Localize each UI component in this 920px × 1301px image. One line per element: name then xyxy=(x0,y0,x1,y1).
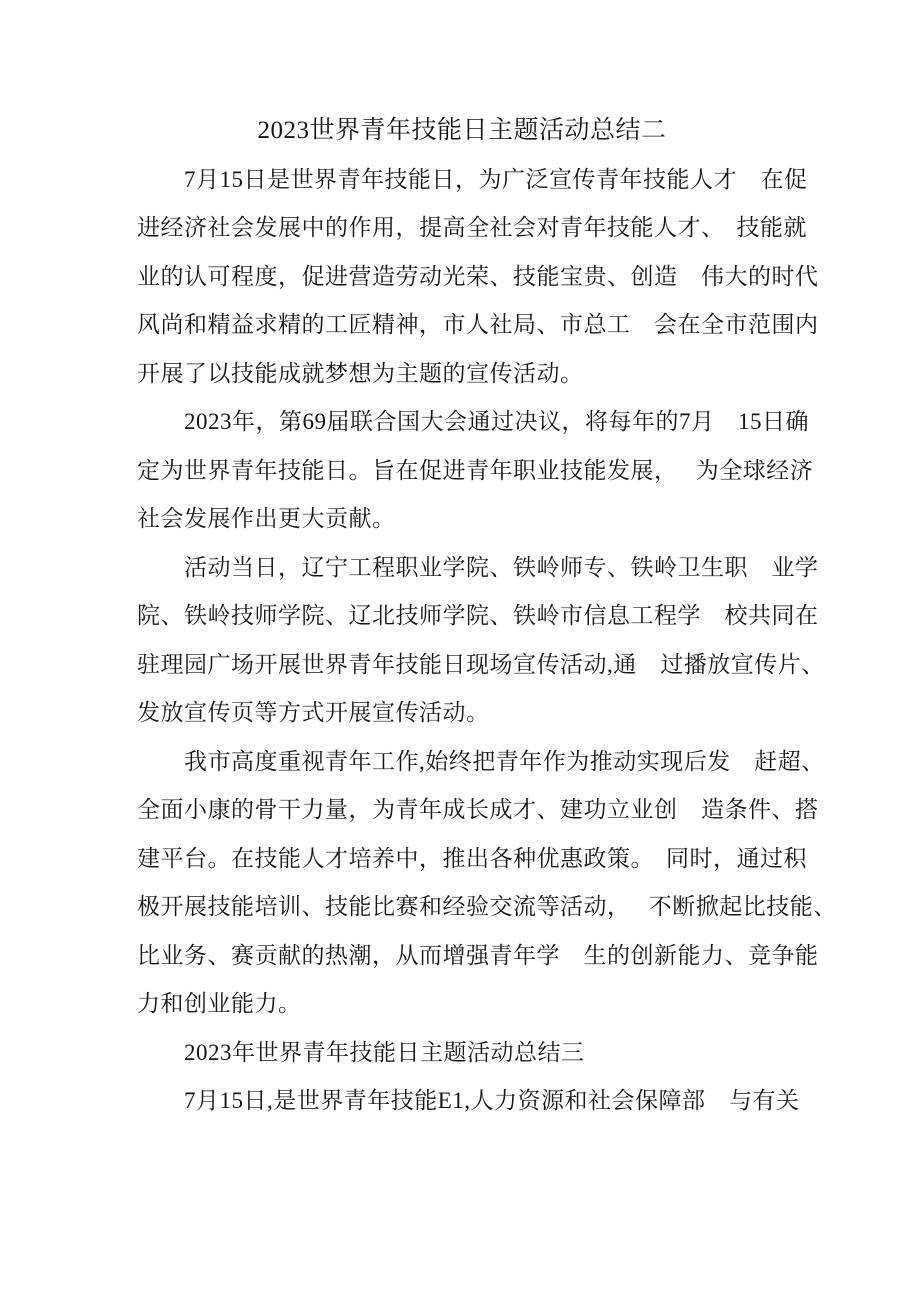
document-title: 2023世界青年技能日主题活动总结二 xyxy=(257,117,667,144)
text-line: 活动当日，辽宁工程职业学院、铁岭师专、铁岭卫生职 业学 xyxy=(184,554,819,580)
text-line: 业的认可程度，促进营造劳动光荣、技能宝贵、创造 伟大的时代 xyxy=(137,263,819,289)
text-line: 7月15日,是世界青年技能E1,人力资源和社会保障部 与有关 xyxy=(184,1088,800,1113)
text-line: 驻理园广场开展世界青年技能日现场宣传活动,通 过播放宣传片、 xyxy=(137,651,825,677)
text-line: 我市高度重视青年工作,始终把青年作为推动实现后发 赶超、 xyxy=(184,748,825,774)
text-line: 定为世界青年技能日。旨在促进青年职业技能发展， 为全球经济 xyxy=(137,457,814,483)
text-line: 全面小康的骨干力量，为青年成长成才、建功立业创 造条件、搭 xyxy=(137,797,819,822)
text-line: 力和创业能力。 xyxy=(137,991,302,1016)
text-line: 发放宣传页等方式开展宣传活动。 xyxy=(137,700,490,725)
text-line: 建平台。在技能人才培养中，推出各种优惠政策。 同时，通过积 xyxy=(137,845,807,871)
text-line: 院、铁岭技师学院、辽北技师学院、铁岭市信息工程学 校共同在 xyxy=(137,603,819,628)
text-line: 极开展技能培训、技能比赛和经验交流等活动， 不断掀起比技能、 xyxy=(137,894,837,919)
text-line: 比业务、赛贡献的热潮，从而增强青年学 生的创新能力、竞争能 xyxy=(137,942,819,968)
document-body xyxy=(137,107,837,1126)
text-line: 7月15日是世界青年技能日，为广泛宣传青年技能人才 在促 xyxy=(184,166,808,192)
text-line: 风尚和精益求精的工匠精神，市人社局、市总工 会在全市范围内 xyxy=(137,312,819,337)
text-line: 开展了以技能成就梦想为主题的宣传活动。 xyxy=(137,360,584,386)
subsection-heading: 2023年世界青年技能日主题活动总结三 xyxy=(184,1039,585,1065)
text-line: 2023年，第69届联合国大会通过决议，将每年的7月 15日确 xyxy=(184,409,809,434)
text-line: 进经济社会发展中的作用，提高全社会对青年技能人才、 技能就 xyxy=(137,215,807,240)
text-line: 社会发展作出更大贡献。 xyxy=(137,506,396,531)
